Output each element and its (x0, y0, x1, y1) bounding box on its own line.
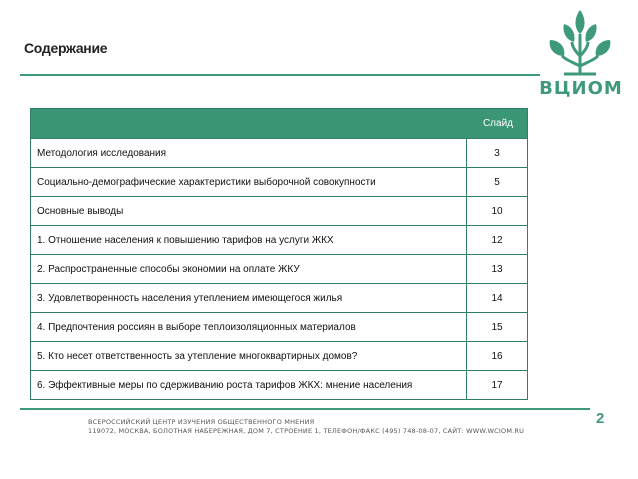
table-row (31, 197, 528, 226)
row-slide-number: 10 (467, 197, 528, 226)
row-slide-number: 13 (467, 255, 528, 284)
footer-line-2: 119072, МОСКВА, БОЛОТНАЯ НАБЕРЕЖНАЯ, ДОМ 7, СТРОЕНИЕ 1, ТЕЛЕФОН/ФАКС (495) 748-08-07, САЙТ: WWW.WCIOM.RU (88, 427, 525, 435)
page-title: Содержание (24, 40, 108, 56)
row-label: 6. Эффективные меры по сдерживанию роста тарифов ЖКХ: мнение населения (31, 371, 467, 400)
row-label: 5. Кто несет ответственность за утепление многоквартирных домов? (31, 342, 467, 371)
row-slide-number: 12 (467, 226, 528, 255)
row-slide-number: 3 (467, 139, 528, 168)
table-row (31, 168, 528, 197)
table-row (31, 255, 528, 284)
row-slide-number: 5 (467, 168, 528, 197)
row-label: 3. Удовлетворенность населения утеплением имеющегося жилья (31, 284, 467, 313)
row-label: Методология исследования (31, 139, 467, 168)
page-number: 2 (596, 410, 605, 427)
row-label: 4. Предпочтения россиян в выборе теплоизоляционных материалов (31, 313, 467, 342)
footer-divider (20, 408, 590, 410)
table-row (31, 226, 528, 255)
row-slide-number: 15 (467, 313, 528, 342)
row-slide-number: 16 (467, 342, 528, 371)
contents-table (30, 108, 528, 400)
table-row (31, 342, 528, 371)
table-header-row (31, 109, 528, 139)
row-slide-number: 14 (467, 284, 528, 313)
footer-line-1: ВСЕРОССИЙСКИЙ ЦЕНТР ИЗУЧЕНИЯ ОБЩЕСТВЕННОГО МНЕНИЯ (88, 418, 315, 426)
row-label: 1. Отношение населения к повышению тарифов на услуги ЖКХ (31, 226, 467, 255)
header-divider (20, 74, 540, 76)
row-slide-number: 17 (467, 371, 528, 400)
brand-name: ВЦИОМ (539, 78, 623, 99)
column-header-slide: Слайд (31, 109, 528, 139)
table-row (31, 139, 528, 168)
row-label: Основные выводы (31, 197, 467, 226)
table-row (31, 371, 528, 400)
row-label: 2. Распространенные способы экономии на оплате ЖКУ (31, 255, 467, 284)
table-row (31, 284, 528, 313)
table-row (31, 313, 528, 342)
footer-text (88, 418, 524, 436)
row-label: Социально-демографические характеристики выборочной совокупности (31, 168, 467, 197)
